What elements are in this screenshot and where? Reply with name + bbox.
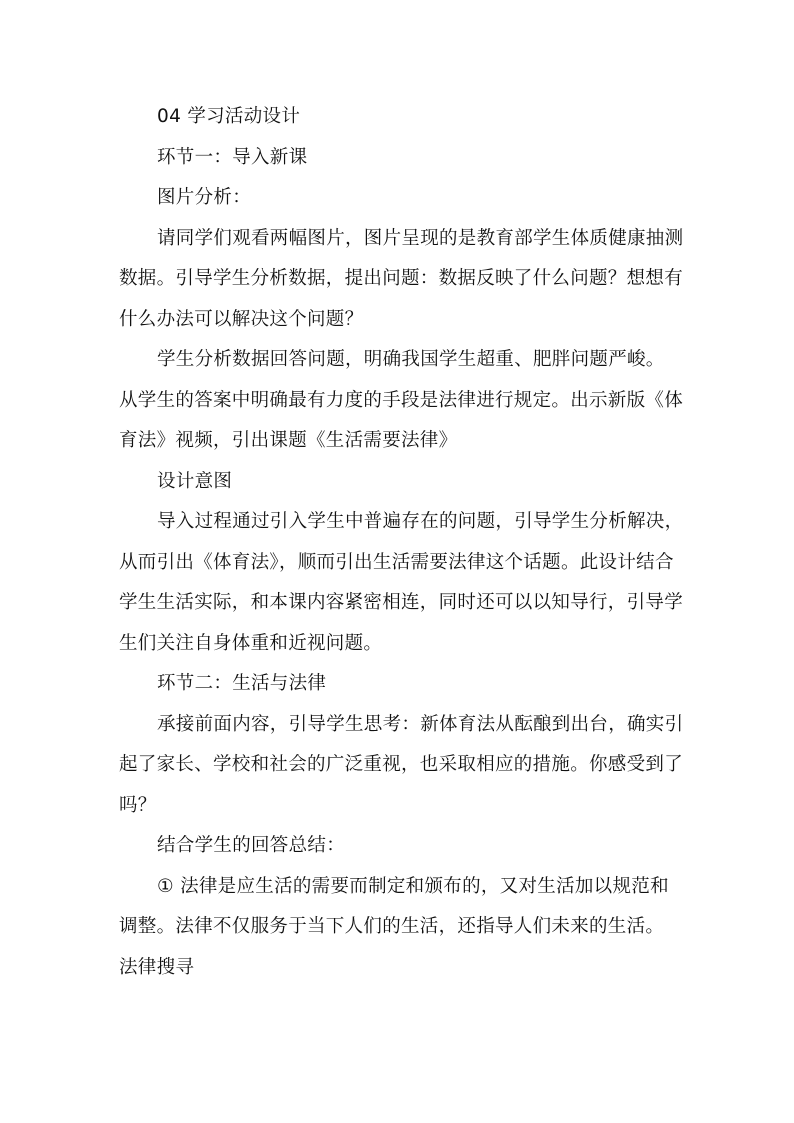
section-heading: 04 学习活动设计 (157, 106, 301, 127)
text-line: 承接前面内容，引导学生思考：新体育法从酝酿到出台，确实引 (157, 713, 684, 735)
part2-title: 环节二：生活与法律 (157, 673, 327, 694)
document-body (119, 97, 684, 988)
text-line: 从而引出《体育法》，顺而引出生活需要法律这个话题。此设计结合 (119, 551, 674, 573)
part1-title: 环节一：导入新课 (157, 146, 308, 168)
text-line: 什么办法可以解决这个问题？ (119, 308, 364, 330)
summary-label: 结合学生的回答总结： (157, 835, 346, 856)
text-line: 数据。引导学生分析数据，提出问题：数据反映了什么问题？想想有 (119, 268, 684, 289)
text-line: 导入过程通过引入学生中普遍存在的问题，引导学生分析解决， (157, 511, 684, 532)
text-line: 学生生活实际，和本课内容紧密相连，同时还可以以知导行，引导学 (119, 592, 684, 613)
text-line: 生们关注自身体重和近视问题。 (119, 632, 383, 654)
part1-paragraph-3 (119, 502, 684, 664)
text-line: 请同学们观看两幅图片，图片呈现的是教育部学生体质健康抽测 (157, 227, 684, 249)
text-line: 从学生的答案中明确最有力度的手段是法律进行规定。出示新版《体 (119, 389, 684, 411)
text-line: 学生分析数据回答问题，明确我国学生超重、肥胖问题严峻。 (157, 349, 665, 370)
part1-subtitle: 图片分析： (157, 187, 252, 208)
text-line: 吗？ (119, 794, 157, 816)
text-line: 育法》视频，引出课题《生活需要法律》 (119, 430, 458, 451)
text-line: 调整。法律不仅服务于当下人们的生活，还指导人们未来的生活。 (119, 916, 665, 937)
text-line: 起了家长、学校和社会的广泛重视，也采取相应的措施。你感受到了 (119, 754, 684, 775)
law-search-heading: 法律搜寻 (119, 956, 195, 978)
part2-paragraph-1 (119, 705, 684, 827)
text-line: ① 法律是应生活的需要而制定和颁布的，又对生活加以规范和 (157, 875, 669, 897)
design-intent-label: 设计意图 (157, 470, 233, 492)
point-1 (119, 867, 679, 948)
part1-paragraph-2 (119, 340, 684, 462)
part1-paragraph-1 (119, 219, 684, 341)
